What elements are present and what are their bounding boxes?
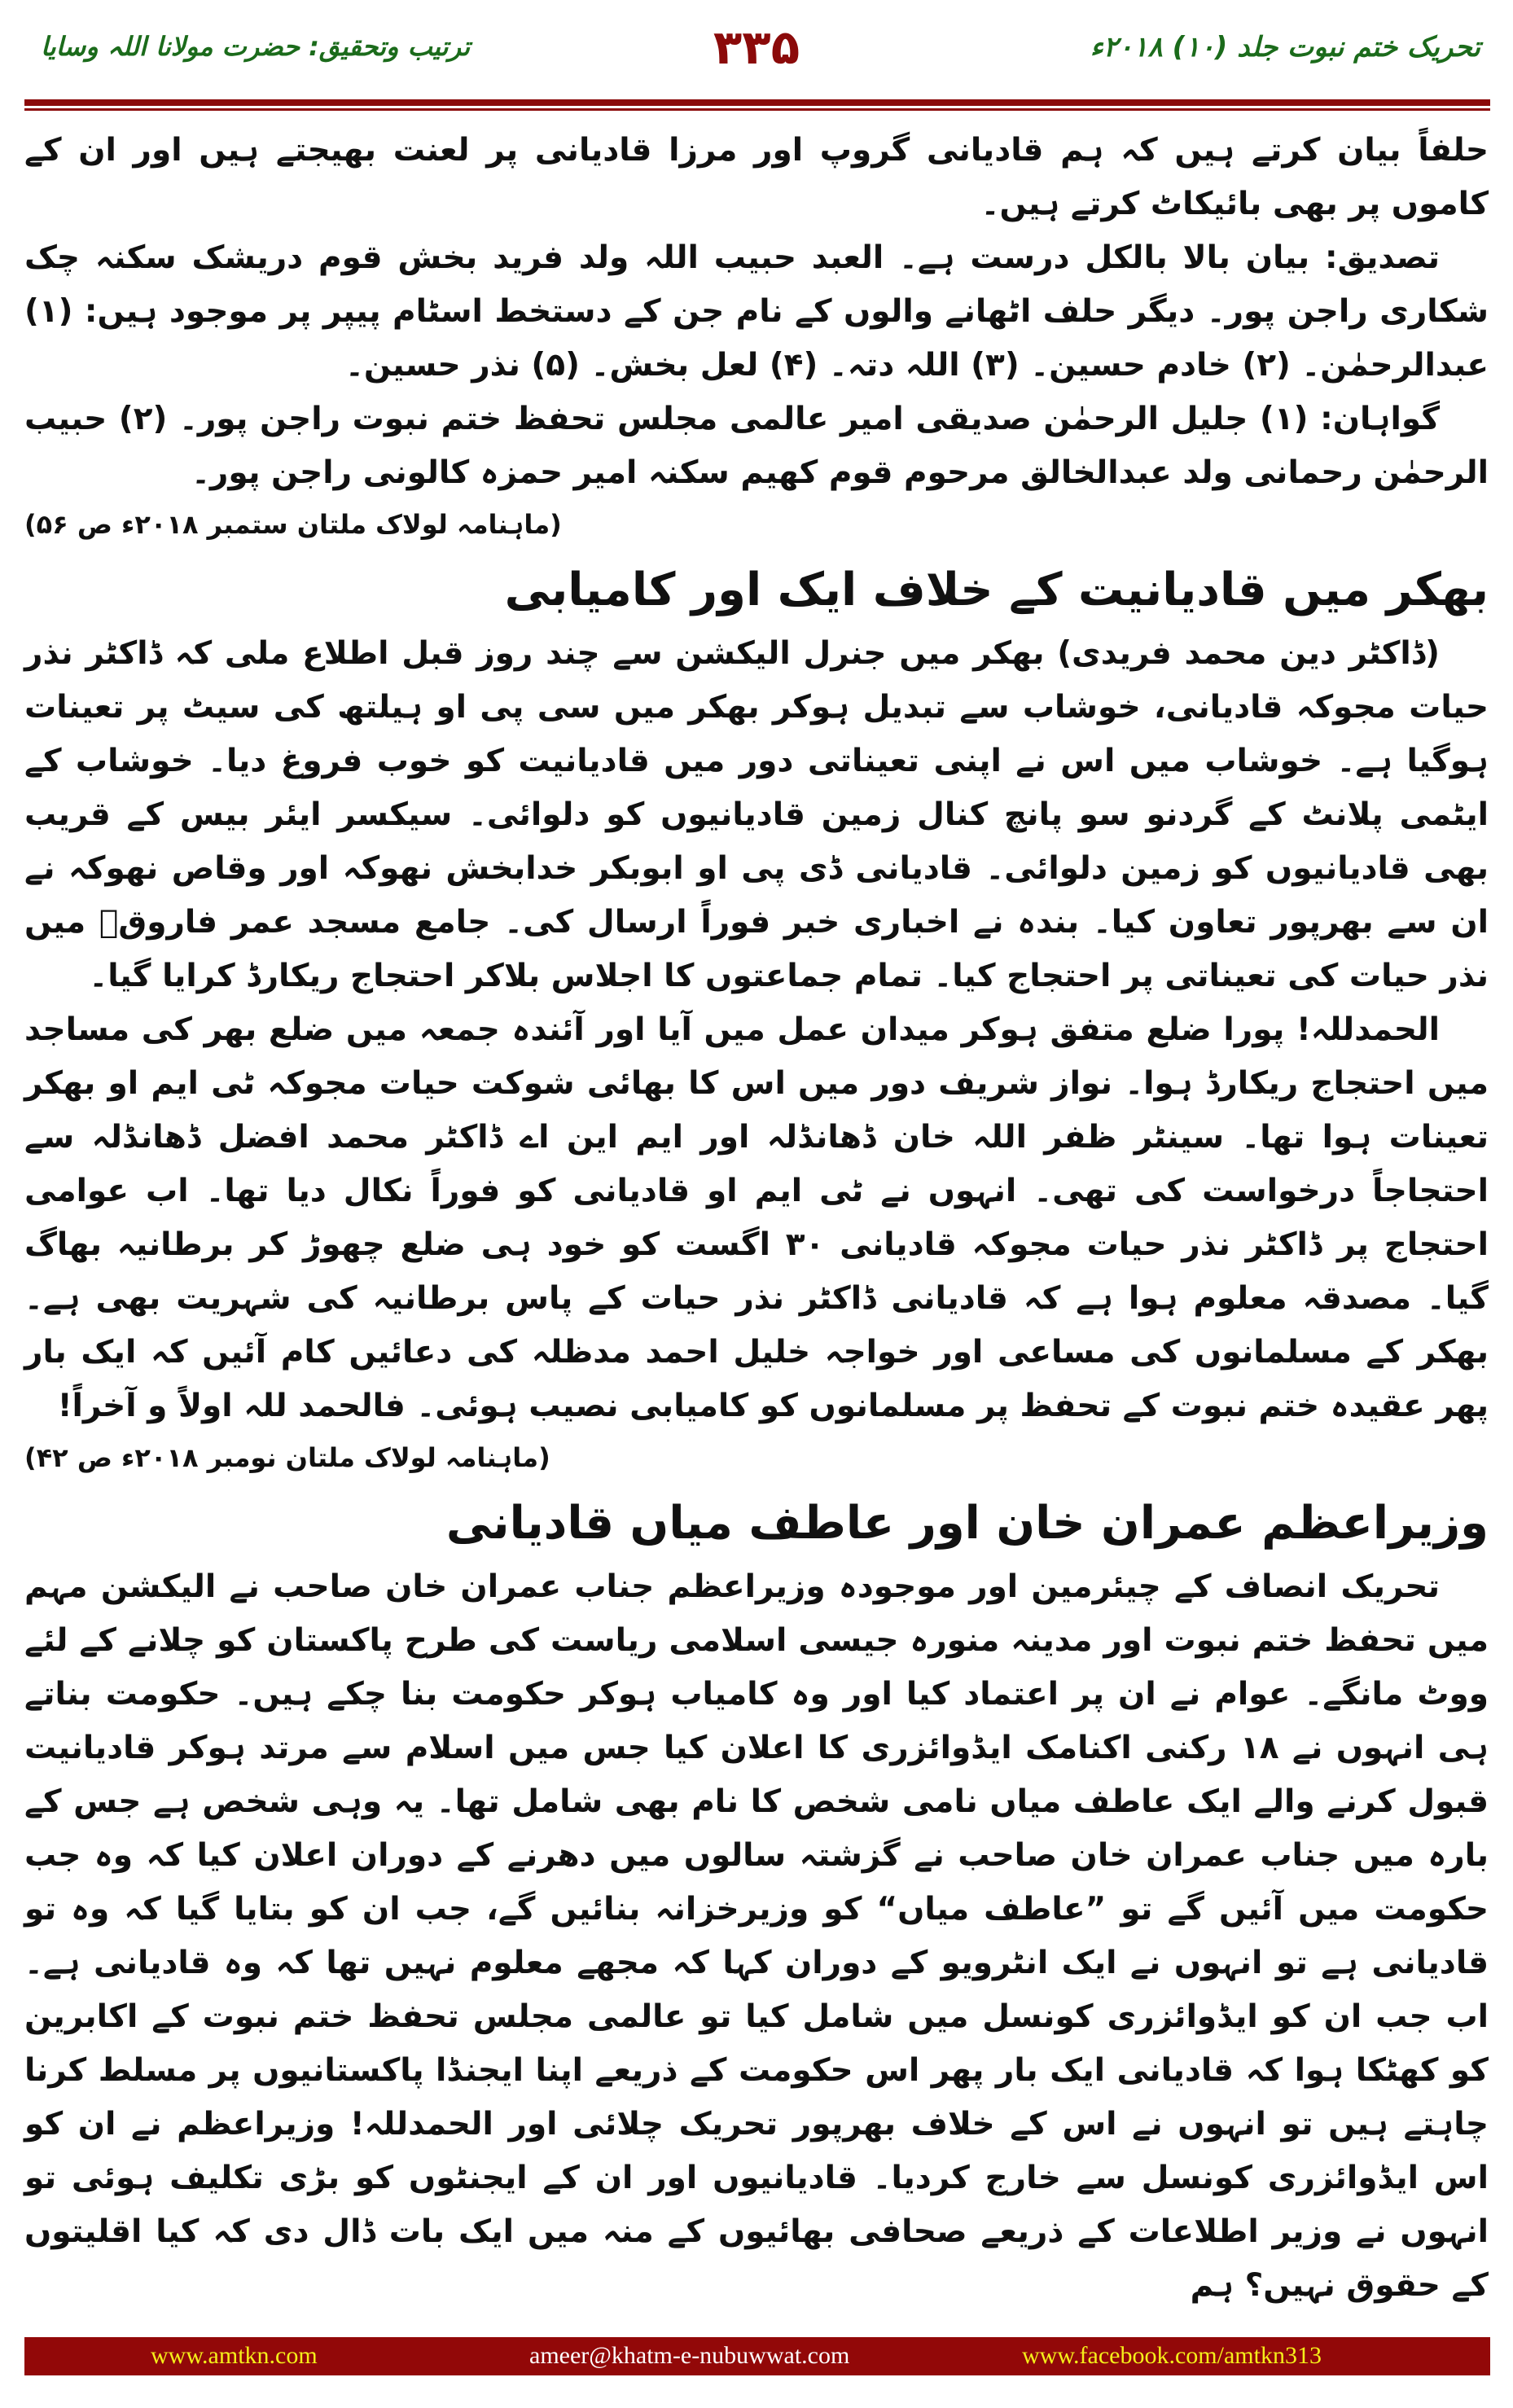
website-link[interactable]: www.amtkn.com (151, 2342, 318, 2369)
paragraph: (ڈاکٹر دین محمد فریدی) بھکر میں جنرل الیکشن سے چند روز قبل اطلاع ملی کہ ڈاکٹر نذر حیات مجوکہ قادیانی، خوشاب سے تبدیل ہوکر بھکر میں سی پی او ہیلتھ کی سیٹ پر تعینات ہوگیا ہے۔ خوشاب میں اس نے اپنی تعیناتی دور میں قادیانیت کو خوب فروغ دیا۔ خوشاب کے ایٹمی پلانٹ کے گردنو سو پانچ کنال زمین قادیانیوں کو دلوائی۔ سیکسر ایئر بیس کے قریب بھی قادیانیوں کو زمین دلوائی۔ قادیانی ڈی پی او ابوبکر خدابخش نھوکہ اور وقاص نھوکہ نے ان سے بھرپور تعاون کیا۔ بندہ نے اخباری خبر فوراً ارسال کی۔ جامع مسجد عمر فاروقؓ میں نذر حیات کی تعیناتی پر احتجاج کیا۔ تمام جماعتوں کا اجلاس بلاکر احتجاج ریکارڈ کرایا گیا۔ (24, 635, 1489, 994)
book-title: تحریک ختم نبوت جلد (۱۰) ۲۰۱۸ء (1090, 31, 1480, 64)
citation: (ماہنامہ لولاک ملتان ستمبر ۲۰۱۸ء ص ۵۶) (24, 509, 562, 540)
page-footer (24, 2337, 1490, 2375)
section-heading: بھکر میں قادیانیت کے خلاف ایک اور کامیابی (504, 564, 1489, 616)
paragraph: تصدیق: بیان بالا بالکل درست ہے۔ العبد حبیب اللہ ولد فرید بخش قوم دریشک سکنہ چک شکاری راجن پور۔ دیگر حلف اٹھانے والوں کے نام جن کے دستخط اسٹام پیپر پر موجود ہیں: (۱) عبدالرحمٰن۔ (۲) خادم حسین۔ (۳) اللہ دتہ۔ (۴) لعل بخش۔ (۵) نذر حسین۔ (24, 239, 1489, 384)
paragraph: حلفاً بیان کرتے ہیں کہ ہم قادیانی گروپ اور مرزا قادیانی پر لعنت بھیجتے ہیں اور ان کے کاموں پر بھی بائیکاٹ کرتے ہیں۔ (24, 132, 1489, 222)
email-link[interactable]: ameer@khatm-e-nubuwwat.com (529, 2342, 850, 2369)
page-body (24, 0, 1489, 2313)
paragraph: الحمدللہ! پورا ضلع متفق ہوکر میدان عمل میں آیا اور آئندہ جمعہ میں ضلع بھر کی مساجد میں احتجاج ریکارڈ ہوا۔ نواز شریف دور میں اس کا بھائی شوکت حیات مجوکہ ٹی ایم او بھکر تعینات ہوا تھا۔ سینٹر ظفر اللہ خان ڈھانڈلہ اور ایم این اے ڈاکٹر محمد افضل ڈھانڈلہ سے احتجاجاً درخواست کی تھی۔ انہوں نے ٹی ایم او قادیانی کو فوراً نکال دیا تھا۔ اب عوامی احتجاج پر ڈاکٹر نذر حیات مجوکہ قادیانی ۳۰ اگست کو خود ہی ضلع چھوڑ کر برطانیہ بھاگ گیا۔ مصدقہ معلوم ہوا ہے کہ قادیانی ڈاکٹر نذر حیات کے پاس برطانیہ کی شہریت بھی ہے۔ بھکر کے مسلمانوں کی مساعی اور خواجہ خلیل احمد مدظلہ کی دعائیں کام آئیں کہ ایک بار پھر عقیدہ ختم نبوت کے تحفظ پر مسلمانوں کو کامیابی نصیب ہوئی۔ فالحمد للہ اولاً و آخراً! (24, 1011, 1489, 1424)
paragraph: گواہان: (۱) جلیل الرحمٰن صدیقی امیر عالمی مجلس تحفظ ختم نبوت راجن پور۔ (۲) حبیب الرحمٰن رحمانی ولد عبدالخالق مرحوم قوم کھیم سکنہ امیر حمزہ کالونی راجن پور۔ (24, 401, 1489, 491)
citation: (ماہنامہ لولاک ملتان نومبر ۲۰۱۸ء ص ۴۲) (24, 1442, 550, 1473)
compiler-credit: ترتیب وتحقیق: حضرت مولانا اللہ وسایا (41, 31, 471, 62)
section-heading: وزیراعظم عمران خان اور عاطف میاں قادیانی (445, 1497, 1489, 1550)
facebook-link[interactable]: www.facebook.com/amtkn313 (1022, 2342, 1322, 2369)
paragraph: تحریک انصاف کے چیئرمین اور موجودہ وزیراعظم جناب عمران خان صاحب نے الیکشن مہم میں تحفظ ختم نبوت اور مدینہ منورہ جیسی اسلامی ریاست کی طرح پاکستان کو چلانے کے لئے ووٹ مانگے۔ عوام نے ان پر اعتماد کیا اور وہ کامیاب ہوکر حکومت بنا چکے ہیں۔ حکومت بناتے ہی انہوں نے ۱۸ رکنی اکنامک ایڈوائزری کا اعلان کیا جس میں اسلام سے مرتد ہوکر قادیانیت قبول کرنے والے ایک عاطف میاں نامی شخص کا نام بھی شامل تھا۔ یہ وہی شخص ہے جس کے بارہ میں جناب عمران خان صاحب نے گزشتہ سالوں میں دھرنے کے دوران اعلان کیا کہ وہ جب حکومت میں آئیں گے تو ”عاطف میاں“ کو وزیرخزانہ بنائیں گے، جب ان کو بتایا گیا کہ وہ تو قادیانی ہے تو انہوں نے ایک انٹرویو کے دوران کہا کہ مجھے معلوم نہیں تھا کہ وہ قادیانی ہے۔ اب جب ان کو ایڈوائزری کونسل میں شامل کیا تو عالمی مجلس تحفظ ختم نبوت کے اکابرین کو کھٹکا ہوا کہ قادیانی ایک بار پھر اس حکومت کے ذریعے اپنا ایجنڈا پاکستانیوں پر مسلط کرنا چاہتے ہیں تو انہوں نے اس کے خلاف بھرپور تحریک چلائی اور الحمدللہ! وزیراعظم نے ان کو اس ایڈوائزری کونسل سے خارج کردیا۔ قادیانیوں اور ان کے ایجنٹوں کو بڑی تکلیف ہوئی تو انہوں نے وزیر اطلاعات کے ذریعے صحافی بھائیوں کے منہ میں ایک بات ڈال دی کہ کیا اقلیتوں کے حقوق نہیں؟ ہم (24, 1568, 1489, 2304)
page-number: ۳۳۵ (713, 20, 800, 75)
